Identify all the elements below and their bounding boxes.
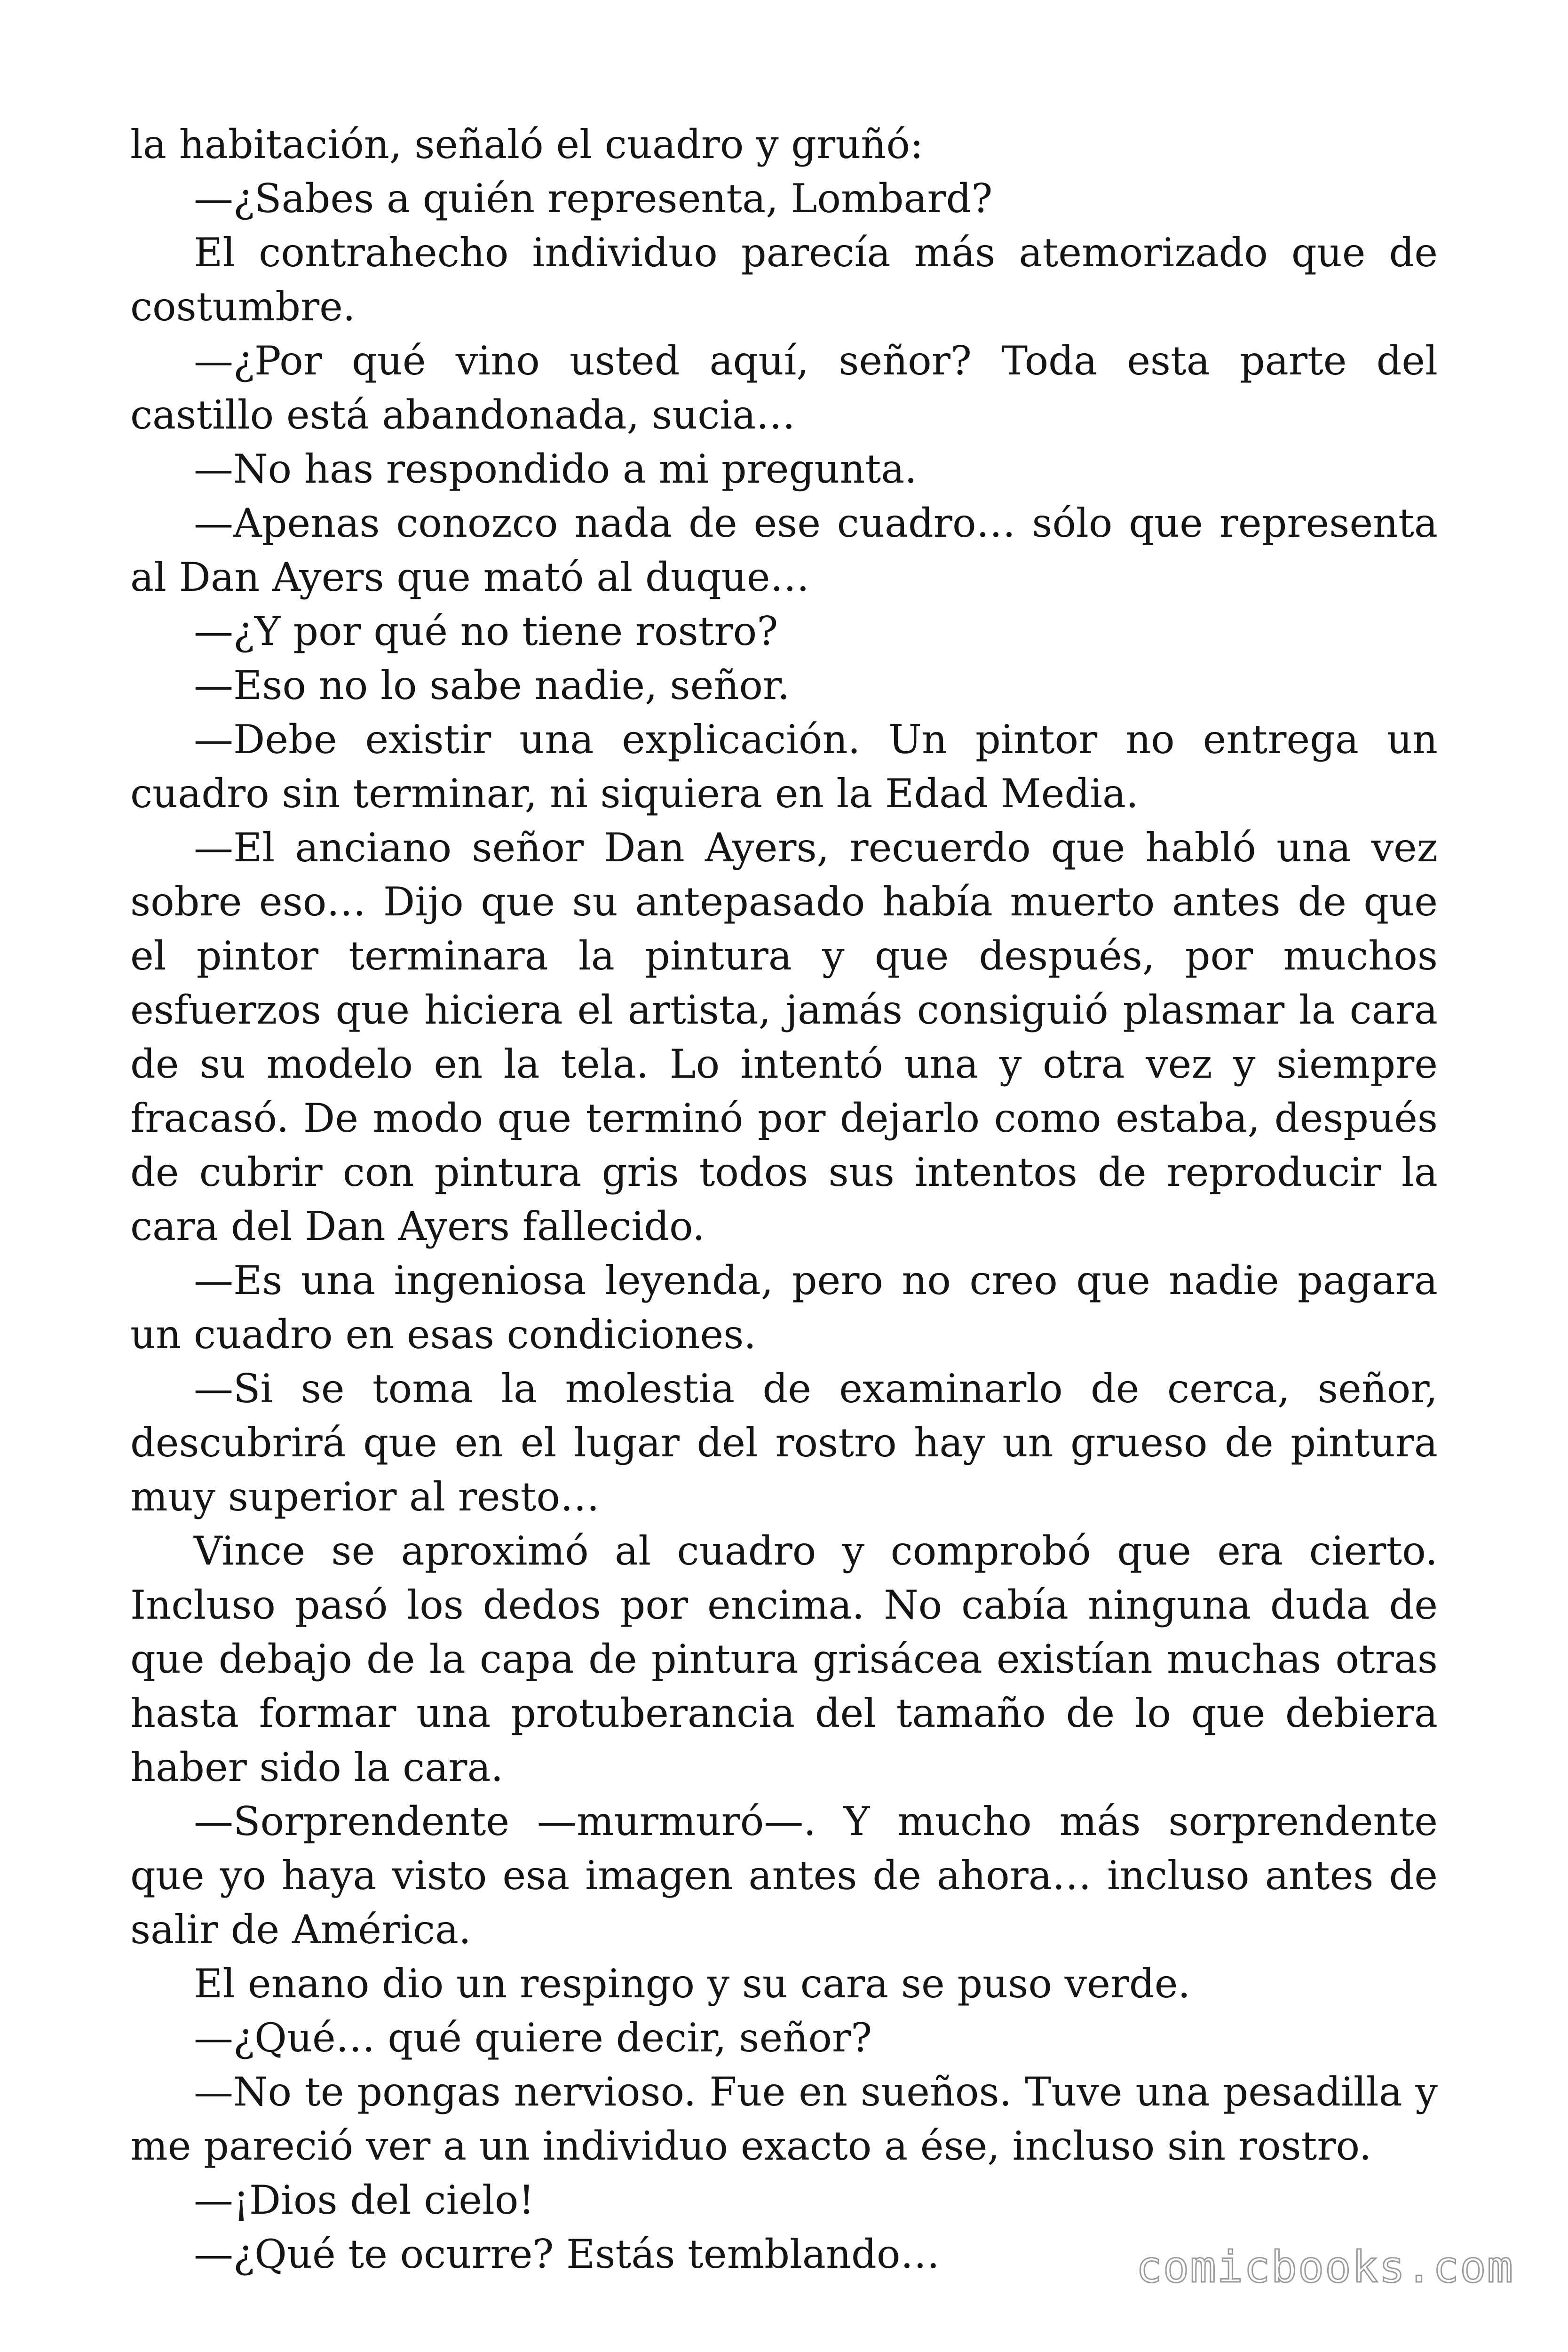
paragraph: —Debe existir una explicación. Un pintor no entrega un cuadro sin terminar, ni siquiera en la Edad Media. [130,716,1438,817]
paragraph: El enano dio un respingo y su cara se puso verde. [194,1961,1191,2007]
paragraph: —Si se toma la molestia de examinarlo de cerca, señor, descubrirá que en el lugar del rostro hay un grueso de pintura muy superior al resto… [130,1366,1438,1520]
paragraph: —Sorprendente —murmuró—. Y mucho más sorprendente que yo haya visto esa imagen antes de ahora… incluso antes de salir de América. [130,1798,1438,1953]
paragraph: Vince se aproximó al cuadro y comprobó que era cierto. Incluso pasó los dedos por encima. No cabía ninguna duda de que debajo de la capa de pintura grisácea existían muchas otras hasta formar una protuberancia del tamaño de lo que debiera haber sido la cara. [130,1528,1438,1790]
paragraph: —¿Por qué vino usted aquí, señor? Toda esta parte del castillo está abandonada, sucia… [130,338,1438,438]
paragraph: —Apenas conozco nada de ese cuadro… sólo que representa al Dan Ayers que mató al duque… [130,500,1438,600]
paragraph: —No has respondido a mi pregunta. [194,446,918,492]
paragraph: El contrahecho individuo parecía más atemorizado que de costumbre. [130,230,1438,330]
paragraph: —¿Y por qué no tiene rostro? [194,608,778,654]
paragraph: la habitación, señaló el cuadro y gruñó: [130,121,924,167]
paragraph: —¿Qué te ocurre? Estás temblando… [194,2231,940,2277]
paragraph: —No te pongas nervioso. Fue en sueños. Tuve una pesadilla y me pareció ver a un individuo exacto a ése, incluso sin rostro. [130,2069,1438,2169]
paragraph: —Es una ingeniosa leyenda, pero no creo que nadie pagara un cuadro en esas condiciones. [130,1257,1438,1358]
paragraph: —¿Qué… qué quiere decir, señor? [194,2015,872,2061]
paragraph: —¿Sabes a quién representa, Lombard? [194,175,993,222]
paragraph: —¡Dios del cielo! [194,2177,535,2223]
book-page-text [130,118,1438,2281]
watermark: comicbooks.com [1136,2242,1514,2292]
paragraph: —El anciano señor Dan Ayers, recuerdo que habló una vez sobre eso… Dijo que su antepasado había muerto antes de que el pintor terminara la pintura y que después, por muchos esfuerzos que hiciera el artista, jamás consiguió plasmar la cara de su modelo en la tela. Lo intentó una y otra vez y siempre fracasó. De modo que terminó por dejarlo como estaba, después de cubrir con pintura gris todos sus intentos de reproducir la cara del Dan Ayers fallecido. [130,825,1438,1249]
paragraph: —Eso no lo sabe nadie, señor. [194,662,790,708]
